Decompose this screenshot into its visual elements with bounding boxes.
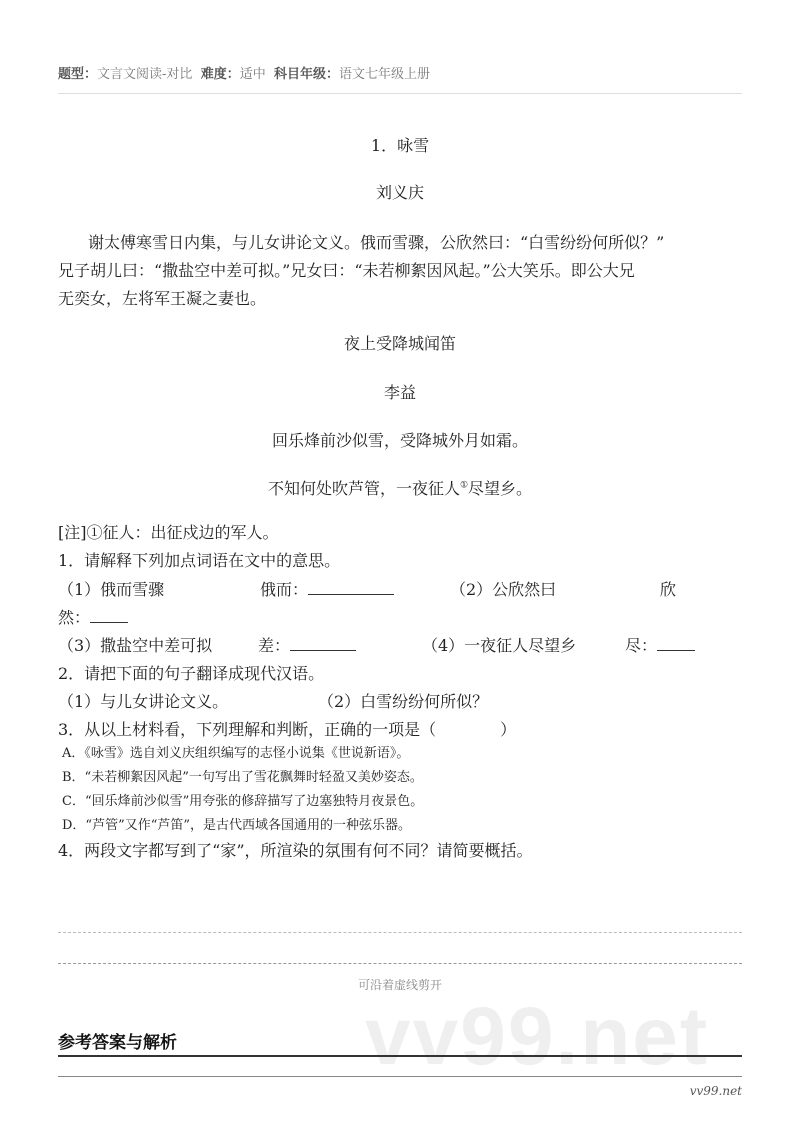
type-value: 文言文阅读-对比 (97, 67, 193, 82)
cut-line (58, 932, 742, 933)
q1-item-label: 差： (258, 636, 291, 655)
text2-title: 夜上受降城闻笛 (343, 334, 456, 353)
q1-item: （4）一夜征人尽望乡 (422, 636, 577, 655)
q2-item: （2）白雪纷纷何所似？ (318, 692, 489, 711)
poem-line: 回乐烽前沙似雪，受降城外月如霜。 (271, 431, 528, 450)
poem-text: 不知何处吹芦管，一夜征人 (267, 479, 460, 498)
text1-author: 刘义庆 (375, 183, 424, 202)
difficulty-label: 难度： (200, 67, 240, 82)
q3-option-b[interactable]: B．“未若柳絮因风起”一句写出了雪花飘舞时轻盈又美妙姿态。 (62, 770, 423, 785)
q1-item: （2）公欣然曰 (450, 580, 557, 599)
type-label: 题型： (58, 67, 98, 82)
cut-line (58, 963, 742, 964)
q3-option-c[interactable]: C．“回乐烽前沙似雪”用夸张的修辞描写了边塞独特月夜景色。 (62, 794, 424, 809)
footnote-marker: ① (459, 480, 469, 491)
q3-option-a[interactable]: A．《咏雪》选自刘义庆组织编写的志怪小说集《世说新语》。 (62, 746, 410, 761)
footer-divider (58, 1076, 742, 1077)
poem-line (0, 476, 800, 499)
q3-stem: 3．从以上材料看，下列理解和判断，正确的一项是（ ） (58, 720, 517, 739)
text2-author: 李益 (383, 383, 416, 402)
header-divider (58, 93, 742, 94)
q1-answer-field[interactable] (258, 633, 356, 656)
cut-hint: 可沿着虚线剪开 (357, 978, 442, 992)
footer-site: vv99.net (689, 1084, 742, 1098)
q1-item: （1）俄而雪骤 (58, 580, 165, 599)
note: [注]①征人：出征戍边的军人。 (58, 523, 279, 542)
subject-value: 语文七年级上册 (339, 67, 431, 82)
subject-label: 科目年级： (273, 67, 339, 82)
answer-heading: 参考答案与解析 (58, 1033, 177, 1053)
heading-divider (58, 1055, 742, 1057)
q4-stem: 4．两段文字都写到了“家”，所渲染的氛围有何不同？请简要概括。 (58, 841, 533, 860)
q1-answer-field[interactable] (625, 633, 695, 656)
q1-item-label: 俄而： (260, 580, 309, 599)
q1-item-label: 欣 (660, 580, 677, 599)
difficulty-value: 适中 (239, 67, 266, 82)
text1-line: 无奕女，左将军王凝之妻也。 (58, 289, 267, 308)
q1-answer-field[interactable] (58, 605, 128, 628)
q1-item: （3）撒盐空中差可拟 (58, 636, 213, 655)
text1-line: 兄子胡儿曰：“撒盐空中差可拟。”兄女曰：“未若柳絮因风起。”公大笑乐。即公大兄 (58, 261, 635, 280)
q1-item-label: 然： (58, 608, 91, 627)
poem-text: 尽望乡。 (468, 479, 533, 498)
text1-title: 1．咏雪 (370, 136, 430, 155)
q1-answer-field[interactable] (260, 577, 394, 600)
q1-stem: 1．请解释下列加点词语在文中的意思。 (58, 551, 341, 570)
watermark-logo: vv99.net (365, 991, 710, 1082)
q2-stem: 2．请把下面的句子翻译成现代汉语。 (58, 664, 325, 683)
q2-item: （1）与儿女讲论文义。 (58, 692, 229, 711)
q3-option-d[interactable]: D．“芦管”又作“芦笛”，是古代西域各国通用的一种弦乐器。 (62, 818, 412, 833)
meta-header (58, 63, 430, 82)
q1-item-label: 尽： (625, 636, 658, 655)
text1-line: 谢太傅寒雪日内集，与儿女讲论文义。俄而雪骤，公欣然曰：“白雪纷纷何所似？” (88, 233, 665, 252)
